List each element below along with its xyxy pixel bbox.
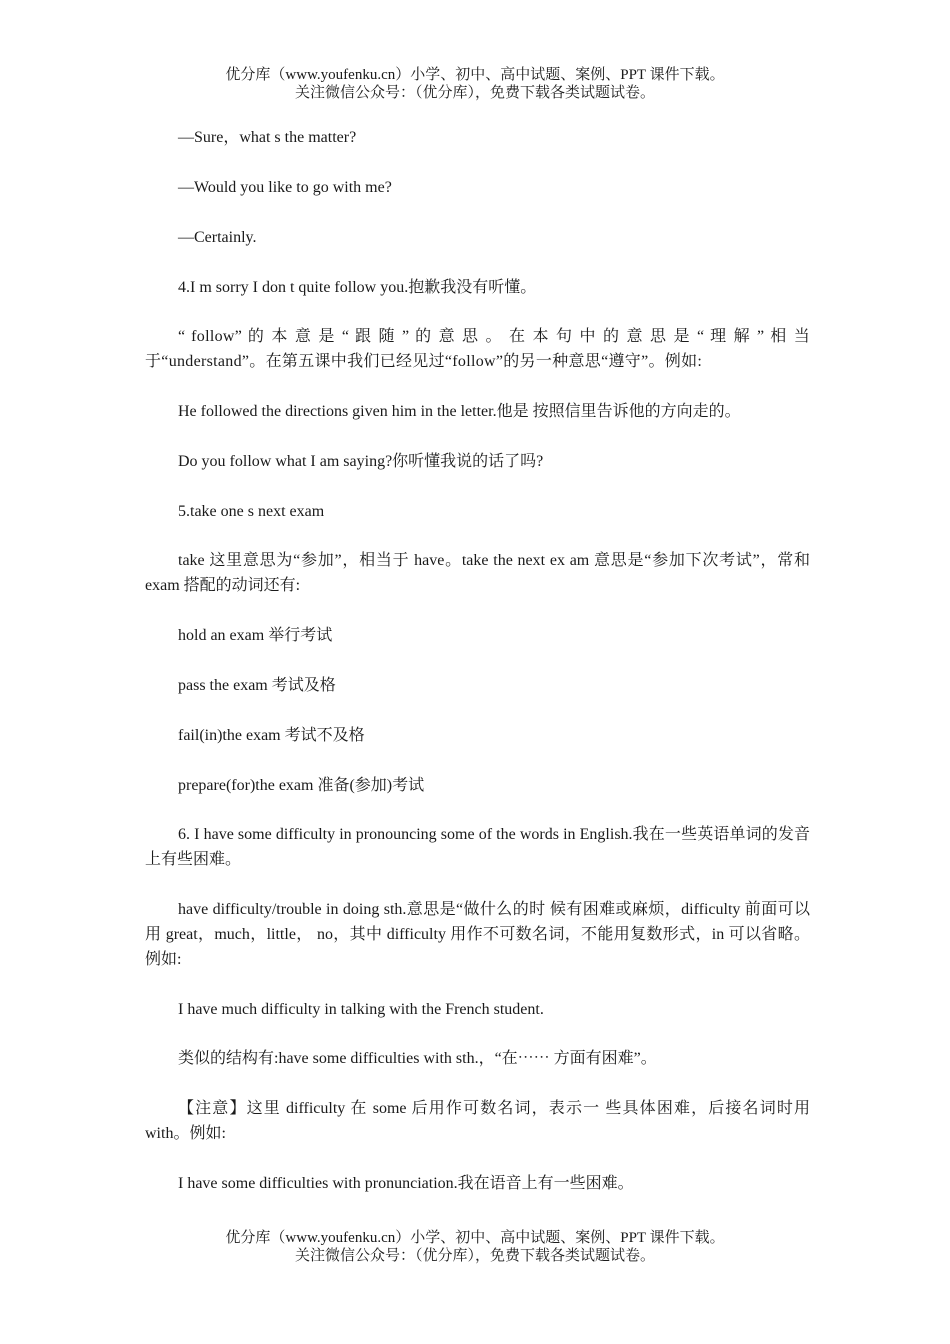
- footer-line-2: 关注微信公众号：（优分库），免费下载各类试题试卷。: [294, 1248, 655, 1264]
- paragraph-phrase-fail: fail(in)the exam 考试不及格: [178, 727, 365, 744]
- paragraph-point-5: 5.take one s next exam: [178, 503, 325, 520]
- paragraph-follow-meaning: “ follow” 的 本 意 是 “ 跟 随 ” 的 意 思 。 在 本 句 中 的 意 思 是 “ 理 解 ” 相 当 于“understand”。在第五课中我们已经见过“follow”的另一种意思“遵守”。例如:: [145, 328, 810, 370]
- paragraph-example-2: Do you follow what I am saying?你听懂我说的话了吗?: [178, 453, 544, 470]
- paragraph-example-1: He followed the directions given him in the letter.他是 按照信里告诉他的方向走的。: [178, 403, 741, 420]
- paragraph-example-4: I have some difficulties with pronunciation.我在语音上有一些困难。: [178, 1175, 634, 1192]
- paragraph-dialog-3: —Certainly.: [178, 229, 257, 246]
- paragraph-dialog-2: —Would you like to go with me?: [178, 179, 392, 196]
- paragraph-phrase-hold: hold an exam 举行考试: [178, 627, 333, 644]
- footer-line-1: 优分库（www.youfenku.cn）小学、初中、高中试题、案例、PPT 课件下载。: [225, 1230, 725, 1246]
- paragraph-take-meaning: take 这里意思为“参加”，相当于 have。take the next ex am 意思是“参加下次考试”，常和 exam 搭配的动词还有:: [145, 552, 810, 594]
- paragraph-similar-structure: 类似的结构有:have some difficulties with sth.，“在⋯⋯ 方面有困难”。: [178, 1050, 657, 1067]
- paragraph-dialog-1: —Sure，what s the matter?: [178, 129, 357, 146]
- header-line-1: 优分库（www.youfenku.cn）小学、初中、高中试题、案例、PPT 课件下载。: [225, 67, 725, 83]
- header-line-2: 关注微信公众号：（优分库），免费下载各类试题试卷。: [294, 85, 655, 101]
- paragraph-phrase-prepare: prepare(for)the exam 准备(参加)考试: [178, 777, 425, 794]
- paragraph-point-4: 4.I m sorry I don t quite follow you.抱歉我没有听懂。: [178, 279, 537, 296]
- paragraph-difficulty-usage: have difficulty/trouble in doing sth.意思是“做什么的时 候有困难或麻烦，difficulty 前面可以用 great，much，little， no，其中 difficulty 用作不可数名词，不能用复数形式，in 可以省略。例如:: [145, 901, 810, 968]
- page-header: [0, 66, 950, 102]
- paragraph-example-3: I have much difficulty in talking with the French student.: [178, 1001, 544, 1018]
- paragraph-note: 【注意】这里 difficulty 在 some 后用作可数名词，表示一 些具体困难，后接名词时用with。例如:: [145, 1100, 810, 1142]
- paragraph-point-6: 6. I have some difficulty in pronouncing some of the words in English.我在一些英语单词的发音上有些困难。: [145, 826, 810, 868]
- paragraph-phrase-pass: pass the exam 考试及格: [178, 677, 336, 694]
- page-footer: [0, 1229, 950, 1265]
